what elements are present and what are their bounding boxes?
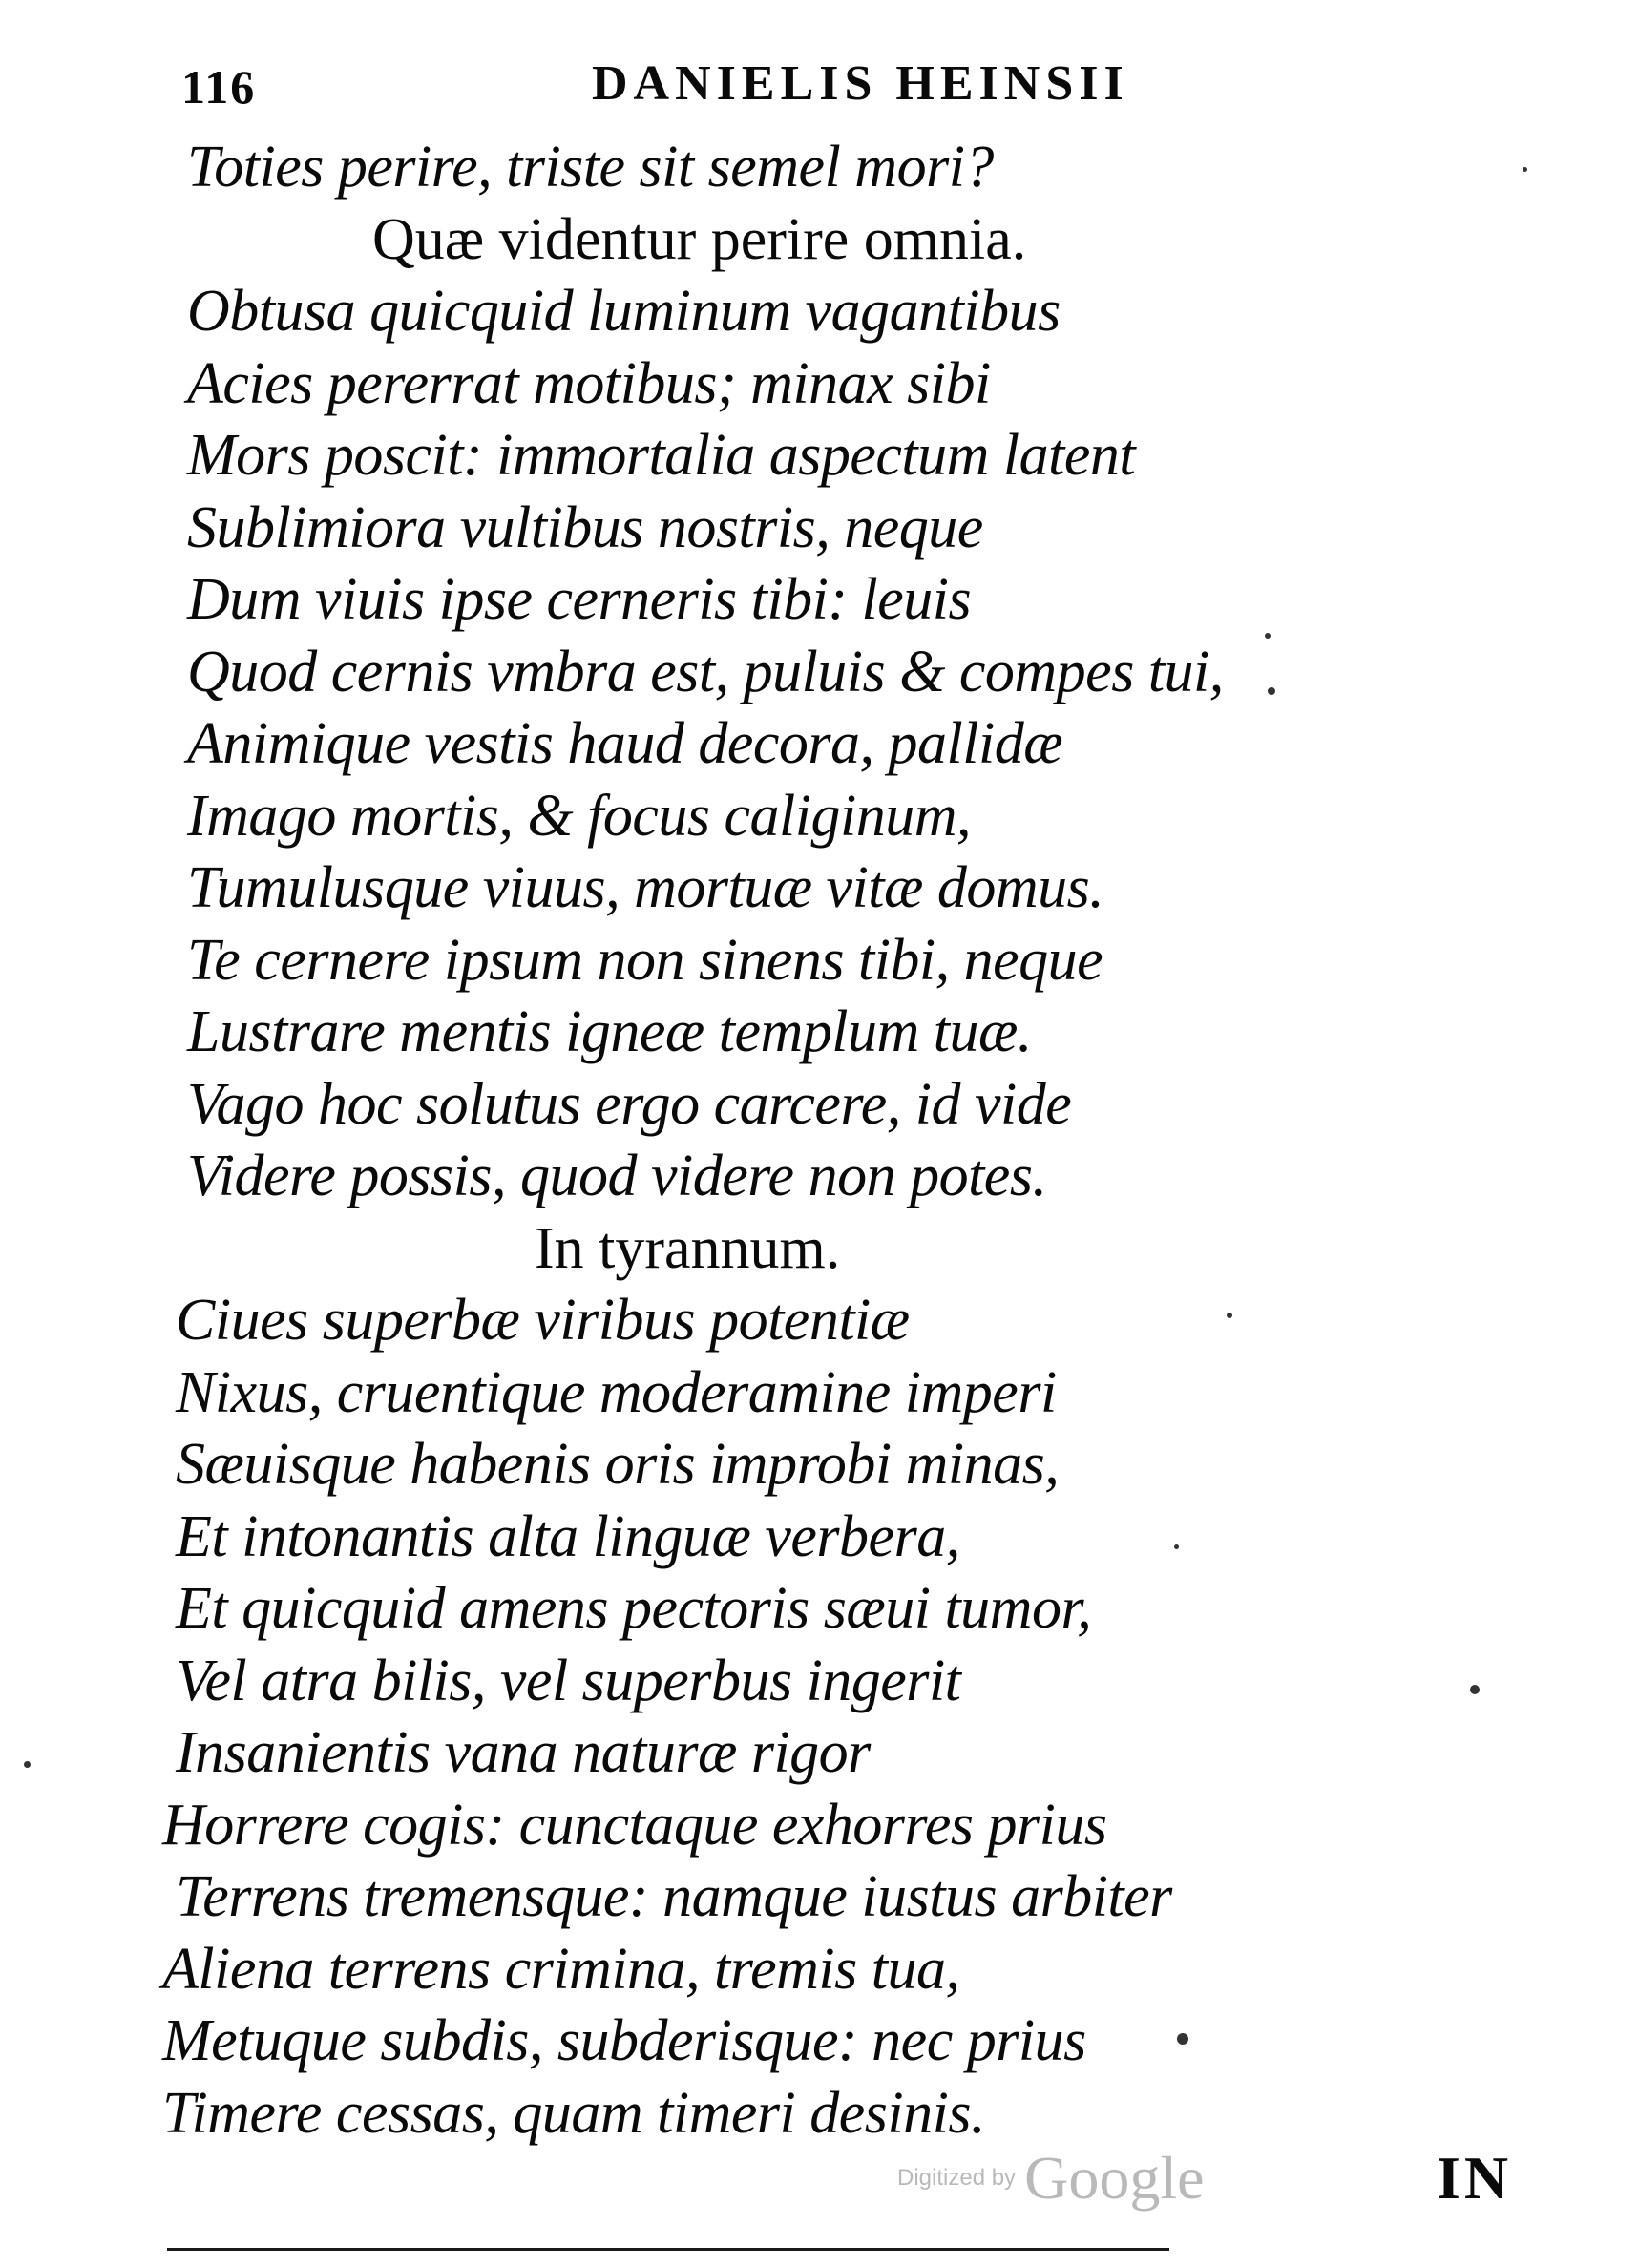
verse-line: Sæuisque habenis oris improbi minas, [176,1432,1060,1497]
verse-line: Toties perire, triste sit semel mori? [187,135,994,200]
verse-line: Et quicquid amens pectoris sæui tumor, [176,1576,1092,1641]
verse-line: Dum viuis ipse cerneris tibi: leuis [187,567,972,632]
verse-line: Mors poscit: immortalia aspectum latent [187,423,1136,488]
section-title: Quæ videntur perire omnia. [372,206,1027,272]
verse-line: Imago mortis, & focus caliginum, [187,783,971,849]
verse-line: Acies pererrat motibus; minax sibi [187,350,991,416]
verse-line: Sublimiora vultibus nostris, neque [187,494,983,560]
section-title: In tyrannum. [535,1215,841,1281]
catchword: IN [1437,2144,1513,2212]
page-header [181,50,1136,126]
scan-speck [1177,2033,1188,2045]
verse-line: Horrere cogis: cunctaque exhorres prius [162,1792,1107,1858]
poem-text [162,132,1308,2150]
running-head: DANIELIS HEINSII [592,56,1129,111]
scan-speck [1265,633,1271,639]
digitized-watermark [897,2143,1205,2214]
scan-speck [1470,1685,1480,1694]
verse-line: Lustrare mentis igneæ templum tuæ. [187,999,1032,1064]
verse-line: Terrens tremensque: namque iustus arbiter [176,1864,1172,1929]
verse-line: Obtusa quicquid luminum vagantibus [187,279,1061,344]
scan-speck [1523,167,1527,172]
scan-speck [1268,687,1275,695]
watermark-prefix: Digitized by [897,2165,1017,2191]
verse-line: Ciues superbæ viribus potentiæ [176,1288,910,1353]
verse-line: Vago hoc solutus ergo carcere, id vide [187,1071,1072,1137]
watermark-brand: Google [1024,2144,1205,2212]
verse-line: Quod cernis vmbra est, puluis & compes tui, [187,639,1224,704]
page-number: 116 [181,60,257,114]
scan-speck [1174,1544,1179,1549]
verse-line: Vel atra bilis, vel superbus ingerit [176,1648,961,1713]
verse-line: Et intonantis alta linguæ verbera, [176,1503,960,1569]
verse-line: Aliena terrens crimina, tremis tua, [162,1936,960,2002]
verse-line: Timere cessas, quam timeri desinis. [162,2080,985,2146]
verse-line: Insanientis vana naturæ rigor [176,1720,871,1785]
verse-line: Te cernere ipsum non sinens tibi, neque [187,927,1103,993]
verse-line: Nixus, cruentique moderamine imperi [176,1359,1057,1425]
verse-line: Tumulusque viuus, mortuæ vitæ domus. [187,855,1104,920]
verse-line: Metuque subdis, subderisque: nec prius [162,2008,1086,2073]
verse-line: Animique vestis haud decora, pallidæ [187,711,1063,776]
scan-speck [1227,1312,1232,1318]
scan-speck [24,1761,31,1768]
bottom-rule [167,2248,1169,2251]
verse-line: Videre possis, quod videre non potes. [187,1144,1047,1208]
